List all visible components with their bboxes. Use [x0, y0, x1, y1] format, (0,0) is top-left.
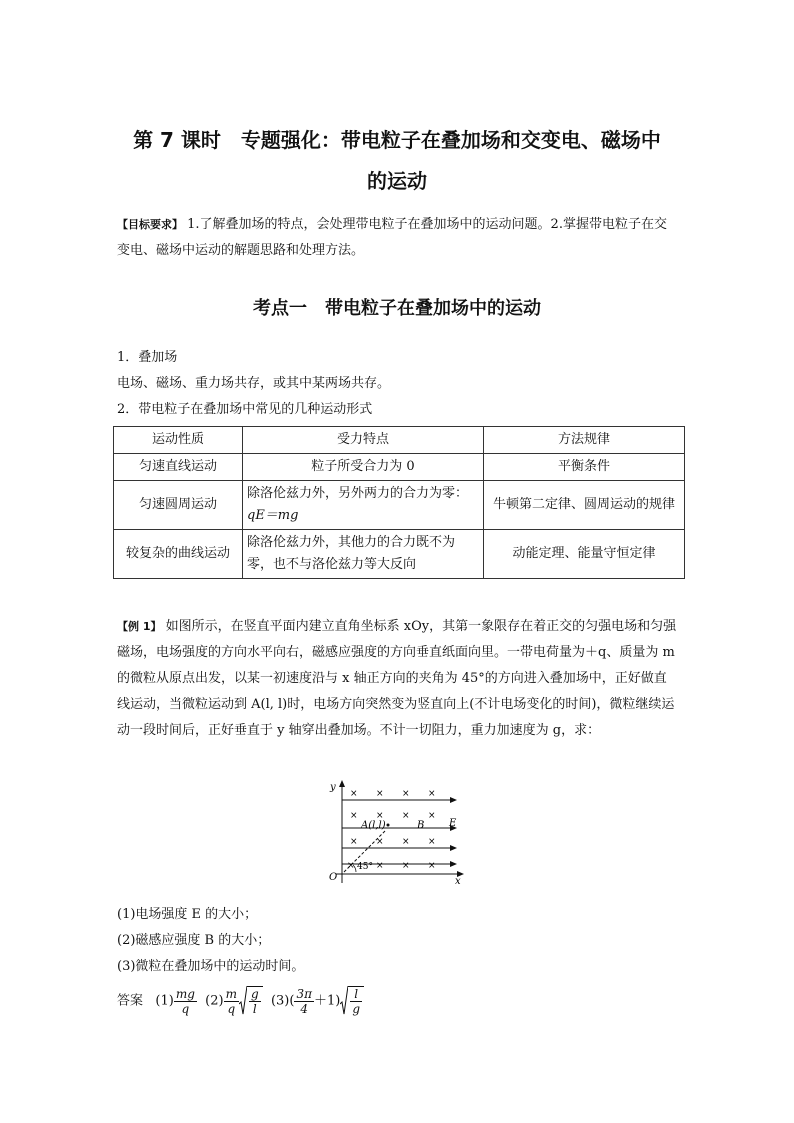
goal-label: 【目标要求】 — [117, 218, 183, 231]
answer-part3-tail: ＋1) — [313, 993, 341, 1009]
example-label: 【例 1】 — [117, 620, 162, 633]
page-title-line1: 第 7 课时 专题强化：带电粒子在叠加场和交变电、磁场中 — [133, 128, 661, 152]
field-e-label: E — [449, 818, 457, 829]
frac-den: 4 — [300, 1001, 309, 1016]
example-text: 如图所示，在竖直平面内建立直角坐标系 xOy，其第一象限存在着正交的匀强电场和匀强磁场，电场强度的方向水平向右，磁感应强度的方向垂直纸面向里。一带电荷量为＋q、质量为 m 的微粒从原点出发，以某一初速度沿与 x 轴正方向的夹角为 45°的方向进入叠加场中，正好做直线运动，当微粒运动到 A(l, l)时，电场方向突然变为竖直向上(不计电场变化的时间)，微粒继续运动一段时间后，正好垂直于 y 轴穿出叠加场。不计一切阻力，重力加速度为 g，求： — [117, 619, 677, 738]
cross-mark: × — [350, 811, 358, 821]
cross-mark: × — [402, 861, 410, 871]
frac-den: q — [181, 1001, 190, 1016]
page-title-line2: 的运动 — [367, 169, 427, 193]
point2-heading: 2．带电粒子在叠加场中常见的几种运动形式 — [117, 402, 373, 417]
cross-mark: × — [350, 789, 358, 799]
cross-mark: × — [402, 837, 410, 847]
table-header-row — [114, 427, 685, 454]
point-a-dot — [387, 824, 390, 827]
cross-mark: × — [428, 861, 436, 871]
answer-sqrt-g-l — [239, 986, 263, 1016]
answer-sqrt-l-g — [340, 986, 364, 1016]
frac-den: l — [252, 1002, 257, 1016]
force-text: 除洛伦兹力外，另外两力的合力为零： — [247, 486, 469, 501]
point1-heading: 1．叠加场 — [117, 350, 178, 365]
cross-mark: × — [402, 789, 410, 799]
radical-sign — [340, 986, 348, 1016]
point1-body: 电场、磁场、重力场共存，或其中某两场共存。 — [117, 376, 391, 391]
table-row — [114, 530, 685, 579]
cross-mark: × — [428, 789, 436, 799]
goal-text: 1.了解叠加场的特点，会处理带电粒子在叠加场中的运动问题。2.掌握带电粒子在交变电、磁场中运动的解题思路和处理方法。 — [117, 217, 667, 258]
frac-num: l — [350, 987, 362, 1002]
section-heading: 考点一 带电粒子在叠加场中的运动 — [253, 298, 541, 319]
frac-num: g — [250, 987, 259, 1001]
cross-mark: × — [376, 861, 384, 871]
table-row — [114, 481, 685, 530]
cross-mark: × — [347, 861, 355, 871]
table-cell-force: 除洛伦兹力外，其他力的合力既不为零，也不与洛伦兹力等大反向 — [243, 530, 484, 579]
cross-mark: × — [428, 837, 436, 847]
answer-part2-label: (2) — [205, 993, 224, 1009]
answer-part3-label: (3)( — [270, 993, 295, 1009]
example-paragraph — [117, 614, 677, 744]
radical-sign — [239, 986, 247, 1016]
answer-line — [117, 986, 364, 1026]
table-cell-method: 平衡条件 — [484, 454, 685, 481]
frac-num: 3π — [296, 986, 312, 1001]
point-a-label: A(l,l) — [361, 820, 386, 831]
table-cell-force: 粒子所受合力为 0 — [243, 454, 484, 481]
x-axis-label: x — [455, 876, 461, 887]
table-cell-method: 牛顿第二定律、圆周运动的规律 — [484, 481, 685, 530]
answer-frac-3pi-4 — [294, 987, 314, 1016]
answer-label: 答案 — [117, 993, 144, 1009]
answer-frac-mg-q — [174, 987, 197, 1016]
table-header: 运动性质 — [114, 427, 243, 454]
motion-table — [113, 426, 685, 579]
origin-label: O — [329, 872, 338, 883]
field-diagram — [326, 778, 466, 888]
cross-mark: × — [428, 811, 436, 821]
field-arrow — [450, 845, 457, 851]
question-3: (3)微粒在叠加场中的运动时间。 — [117, 959, 305, 974]
table-row — [114, 454, 685, 481]
cross-mark: × — [376, 811, 384, 821]
table-cell-method: 动能定理、能量守恒定律 — [484, 530, 685, 579]
cross-mark: × — [350, 837, 358, 847]
table-header: 方法规律 — [484, 427, 685, 454]
answer-frac-m-q — [224, 987, 239, 1016]
table-cell-force — [243, 481, 484, 530]
cross-mark: × — [376, 789, 384, 799]
cross-mark: × — [402, 811, 410, 821]
question-2: (2)磁感应强度 B 的大小； — [117, 933, 271, 948]
frac-num: m — [225, 986, 237, 1001]
frac-num: mg — [175, 986, 195, 1001]
table-header: 受力特点 — [243, 427, 484, 454]
frac-den: q — [227, 1001, 236, 1016]
table-cell-motion: 匀速直线运动 — [114, 454, 243, 481]
field-arrow — [450, 861, 457, 867]
point-b-label: B — [417, 820, 425, 831]
y-axis-arrow — [339, 780, 345, 787]
cross-mark: × — [376, 837, 384, 847]
question-1: (1)电场强度 E 的大小； — [117, 907, 258, 922]
field-arrow — [450, 797, 457, 803]
table-cell-motion: 匀速圆周运动 — [114, 481, 243, 530]
answer-part1-label: (1) — [155, 993, 174, 1009]
y-axis-label: y — [330, 782, 336, 793]
goal-paragraph — [117, 212, 677, 264]
table-cell-motion: 较复杂的曲线运动 — [114, 530, 243, 579]
angle-label: 45° — [357, 862, 373, 872]
frac-den: g — [352, 1002, 360, 1016]
force-formula: qE＝mg — [247, 508, 299, 523]
